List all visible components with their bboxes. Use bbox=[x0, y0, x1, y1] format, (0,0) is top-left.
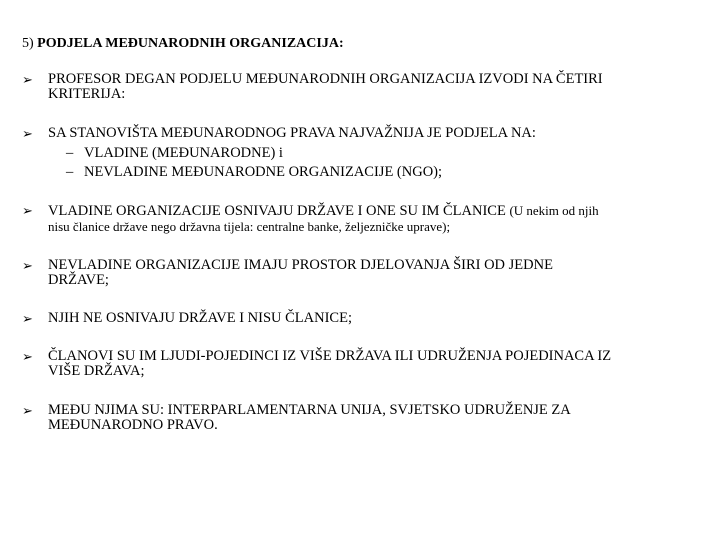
bullet-text-line: SA STANOVIŠTA MEĐUNARODNOG PRAVA NAJVAŽNIJA JE PODJELA NA: bbox=[48, 125, 536, 141]
arrowhead-bullet-icon: ➢ bbox=[22, 258, 33, 273]
bullet-text-line: VIŠE DRŽAVA; bbox=[48, 363, 145, 379]
arrowhead-bullet-icon: ➢ bbox=[22, 72, 33, 87]
heading-title: PODJELA MEĐUNARODNIH ORGANIZACIJA: bbox=[37, 36, 344, 51]
bullet-text-line: PROFESOR DEGAN PODJELU MEĐUNARODNIH ORGANIZACIJA IZVODI NA ČETIRI bbox=[48, 71, 603, 87]
sub-list-item bbox=[66, 146, 626, 161]
bullet-text-line: nisu članice države nego državna tijela: centralne banke, željezničke uprave); bbox=[48, 219, 451, 234]
arrowhead-bullet-icon: ➢ bbox=[22, 349, 33, 364]
bullet-text-line: DRŽAVE; bbox=[48, 272, 109, 288]
bullet-text-line: ČLANOVI SU IM LJUDI-POJEDINCI IZ VIŠE DRŽAVA ILI UDRUŽENJA POJEDINACA IZ bbox=[48, 348, 612, 364]
dash-bullet-icon: – bbox=[66, 145, 74, 161]
sub-item-text: VLADINE (MEĐUNARODNE) i bbox=[84, 145, 283, 161]
bullet-text-line: NEVLADINE ORGANIZACIJE IMAJU PROSTOR DJELOVANJA ŠIRI OD JEDNE bbox=[48, 257, 553, 273]
arrowhead-bullet-icon: ➢ bbox=[22, 203, 33, 218]
sub-list-item bbox=[66, 165, 626, 180]
page-title bbox=[22, 36, 344, 52]
arrowhead-bullet-icon: ➢ bbox=[22, 311, 33, 326]
bullet-text-line: KRITERIJA: bbox=[48, 86, 126, 102]
dash-bullet-icon: – bbox=[66, 164, 74, 180]
arrowhead-bullet-icon: ➢ bbox=[22, 403, 33, 418]
heading-number: 5) bbox=[22, 36, 34, 51]
bullet-text-line: VLADINE ORGANIZACIJE OSNIVAJU DRŽAVE I ONE SU IM ČLANICE (U nekim od njih bbox=[48, 203, 599, 219]
bullet-text-line: MEĐUNARODNO PRAVO. bbox=[48, 417, 218, 433]
sub-item-text: NEVLADINE MEĐUNARODNE ORGANIZACIJE (NGO); bbox=[84, 164, 443, 180]
bullet-text-line: NJIH NE OSNIVAJU DRŽAVE I NISU ČLANICE; bbox=[48, 310, 352, 326]
arrowhead-bullet-icon: ➢ bbox=[22, 126, 33, 141]
bullet-text-line: MEĐU NJIMA SU: INTERPARLAMENTARNA UNIJA, SVJETSKO UDRUŽENJE ZA bbox=[48, 402, 571, 418]
